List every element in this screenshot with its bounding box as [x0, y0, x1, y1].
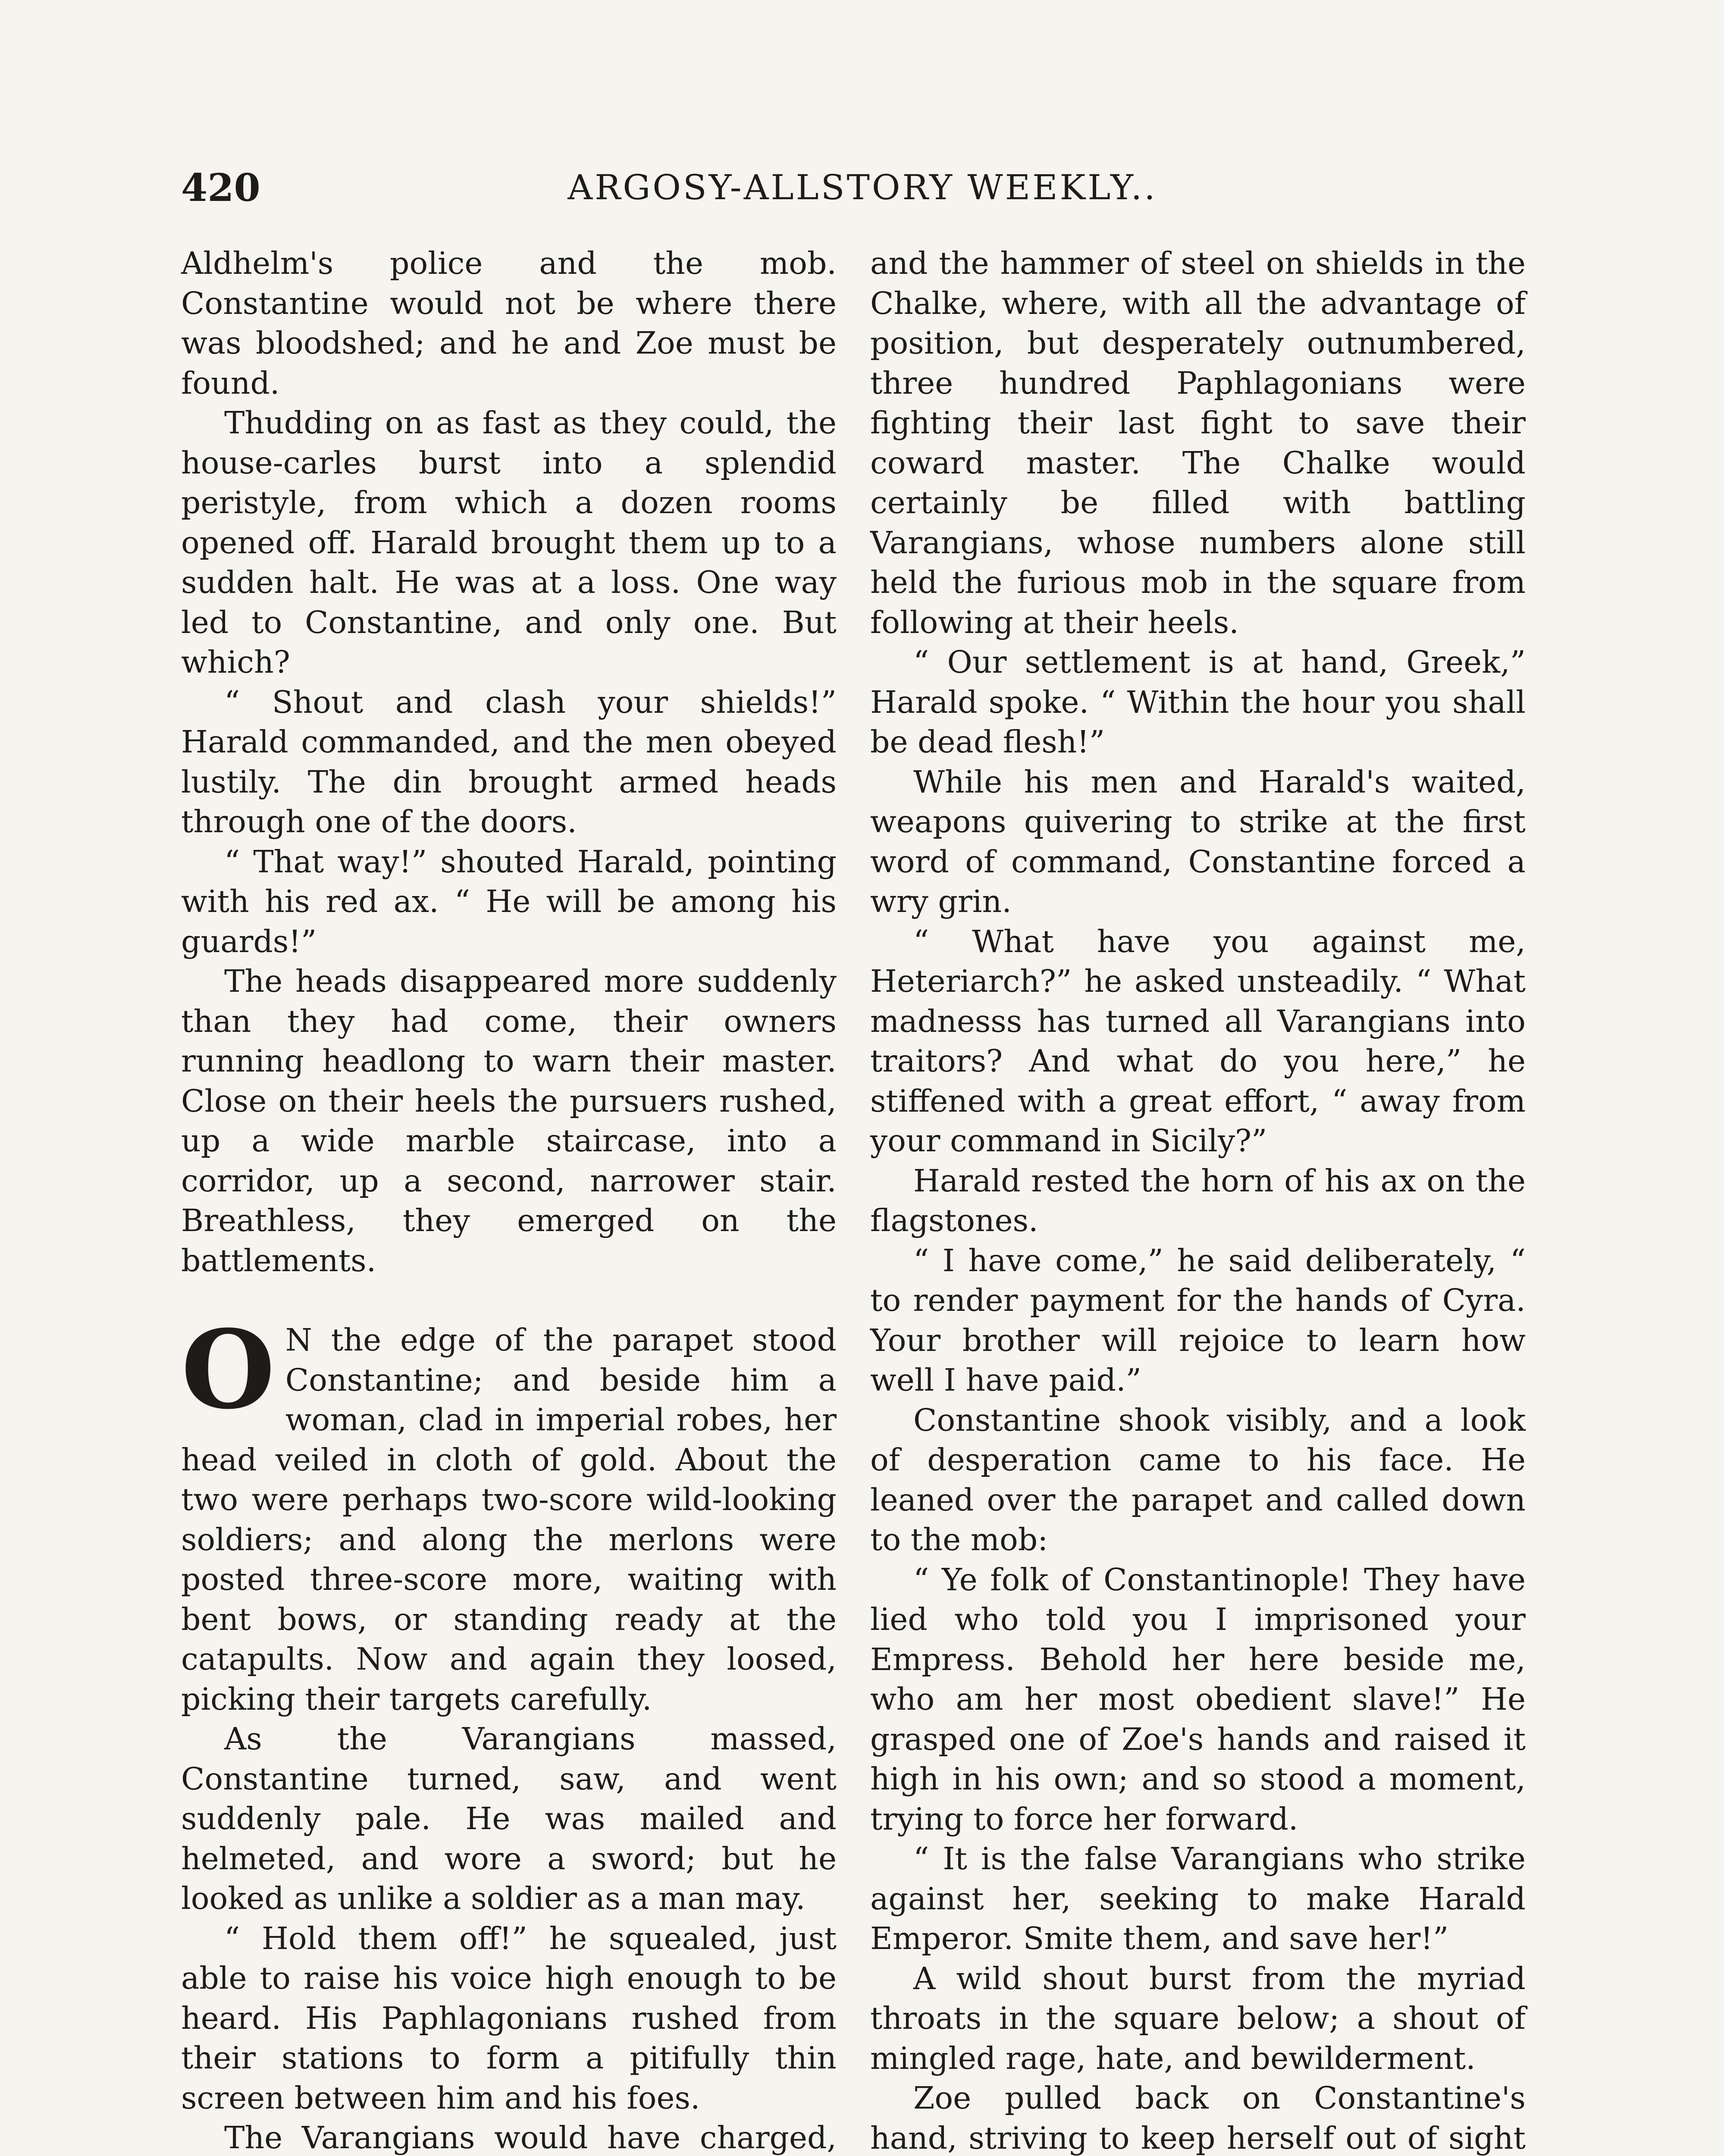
paragraph: “ Shout and clash your shields!” Harald commanded, and the men obeyed lustily. The din brought armed heads through one of the doors. [181, 684, 837, 840]
section-opening-text: N the edge of the parapet stood Constantine; and beside him a woman, clad in imperial robes, her head veiled in cloth of gold. About the two were perhaps two-score wild-looking soldiers; and along the merlons were posted three-score more, waiting with bent bows, or standing ready at the catapults. Now and again they loosed, picking their targets carefully. [181, 1322, 837, 1717]
paragraph: “ I have come,” he said deliberately, “ to render payment for the hands of Cyra. Your brother will rejoice to learn how well I have paid.” [870, 1242, 1526, 1398]
paragraph: “ Our settlement is at hand, Greek,” Harald spoke. “ Within the hour you shall be dead flesh!” [870, 644, 1526, 760]
page-number: 420 [181, 165, 260, 210]
paragraph: “ Hold them off!” he squealed, just able to raise his voice high enough to be heard. His Paphlagonians rushed from their stations to form a pitifully thin screen between him and his foes. [181, 1920, 837, 2116]
paragraph: As the Varangians massed, Constantine turned, saw, and went suddenly pale. He was mailed and helmeted, and wore a sword; but he looked as unlike a soldier as a man may. [181, 1721, 837, 1916]
paragraph: The heads disappeared more suddenly than they had come, their owners running headlong to warn their master. Close on their heels the pursuers rushed, up a wide marble staircase, into a corridor, up a second, narrower stair. Breathless, they emerged on the battlements. [181, 963, 837, 1279]
drop-cap: O [181, 1306, 275, 1433]
paragraph: “ Ye folk of Constantinople! They have lied who told you I imprisoned your Empress. Behold her here beside me, who am her most obedient slave!” He grasped one of Zoe's hands and raised it high in his own; and so stood a moment, trying to force her forward. [870, 1561, 1526, 1837]
running-head: ARGOSY-ALLSTORY WEEKLY.. [567, 167, 1157, 207]
paragraph: “ What have you against me, Heteriarch?” he asked unsteadily. “ What madnesss has turned all Varangians into traitors? And what do you here,” he stiffened with a great effort, “ away from your command in Sicily?” [870, 923, 1526, 1159]
paragraph: “ It is the false Varangians who strike against her, seeking to make Harald Emperor. Smite them, and save her!” [870, 1841, 1526, 1956]
section-opening-paragraph [181, 1306, 837, 1719]
paragraph: “ That way!” shouted Harald, pointing with his red ax. “ He will be among his guards!” [181, 843, 837, 959]
paragraph: Harald rested the horn of his ax on the flagstones. [870, 1163, 1526, 1238]
paragraph: Zoe pulled back on Constantine's hand, striving to keep herself out of sight [870, 2080, 1526, 2156]
paragraph: and the hammer of steel on shields in the Chalke, where, with all the advantage of position, but desperately outnumbered, three hundred Paphlagonians were fighting their last fight to save their coward master. The Chalke would certainly be filled with battling Varangians, whose numbers alone still held the furious mob in the square from following at their heels. [870, 245, 1526, 640]
paragraph: Thudding on as fast as they could, the house-carles burst into a splendid peristyle, from which a dozen rooms opened off. Harald brought them up to a sudden halt. He was at a loss. One way led to Constantine, and only one. But which? [181, 405, 837, 680]
left-column [181, 244, 837, 2156]
paragraph: While his men and Harald's waited, weapons quivering to strike at the first word of command, Constantine forced a wry grin. [870, 764, 1526, 919]
page-header [0, 160, 1724, 216]
paragraph: A wild shout burst from the myriad throats in the square below; a shout of mingled rage, hate, and bewilderment. [870, 1960, 1526, 2076]
paragraph: Aldhelm's police and the mob. Constantine would not be where there was bloodshed; and he and Zoe must be found. [181, 245, 837, 401]
paragraph: The Varangians would have charged, [224, 2120, 837, 2156]
right-column [870, 244, 1526, 2156]
paragraph: Constantine shook visibly, and a look of desperation came to his face. He leaned over the parapet and called down to the mob: [870, 1402, 1526, 1557]
